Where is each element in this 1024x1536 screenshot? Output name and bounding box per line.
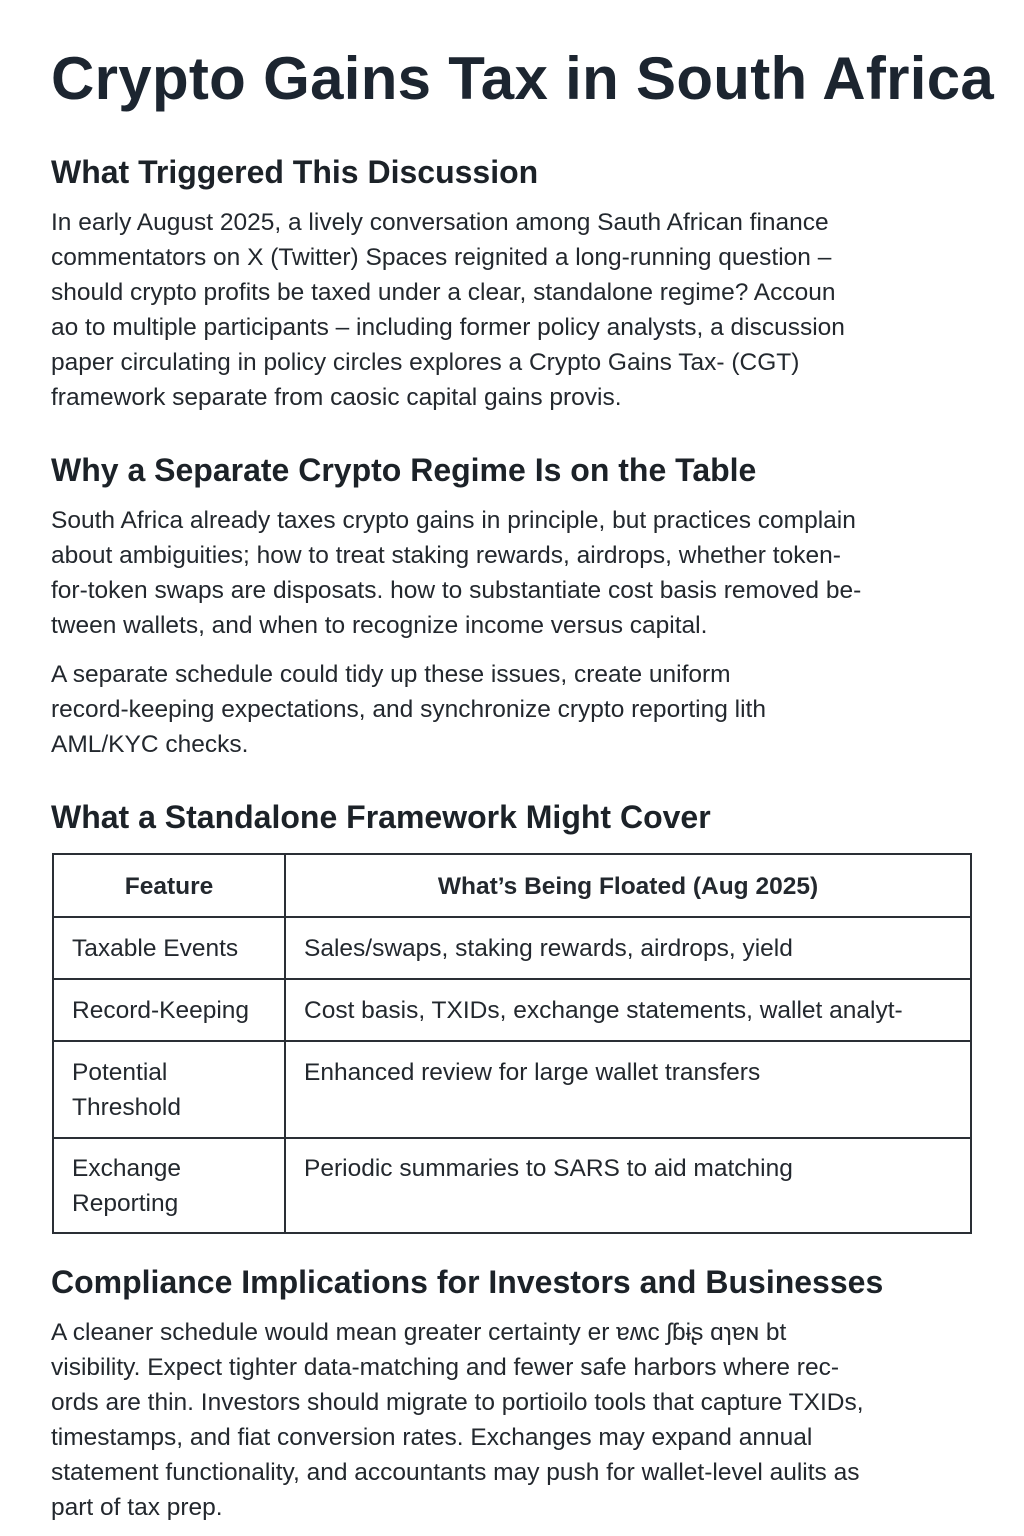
paragraph-line: visibility. Expect tighter data-matching and fewer safe harbors where rec-: [51, 1354, 839, 1381]
feature-text: Taxable Events: [72, 935, 239, 962]
section-heading-framework: What a Standalone Framework Might Cover: [51, 799, 711, 835]
paragraph-line: commentators on X (Twitter) Spaces reignited a long-running question –: [51, 244, 832, 271]
feature-text: Potential: [72, 1059, 168, 1086]
framework-table: [52, 853, 972, 1234]
paragraph-line: A cleaner schedule would mean greater certainty er ɐʍc ʃɓɨʂ ɑɿɐɴ bt: [51, 1319, 787, 1346]
table-row: [53, 1138, 971, 1233]
section-heading-trigger: What Triggered This Discussion: [51, 154, 539, 190]
paragraph-line: ao to multiple participants – including former policy analysts, a discussion: [51, 314, 845, 341]
paragraph-line: record-keeping expectations, and synchronize crypto reporting lith: [51, 696, 766, 723]
paragraph-line: about ambiguities; how to treat staking rewards, airdrops, whether token-: [51, 542, 841, 569]
table-row: [53, 979, 971, 1041]
section-paragraph-regime-1: [51, 503, 951, 643]
paragraph-line: part of tax prep.: [51, 1494, 223, 1521]
paragraph-line: should crypto profits be taxed under a clear, standalone regime? Accoun: [51, 279, 836, 306]
table-row: [53, 1041, 971, 1138]
table-cell-feature: [53, 1138, 285, 1233]
paragraph-line: paper circulating in policy circles explores a Crypto Gains Tax- (CGT): [51, 349, 800, 376]
table-cell-feature: [53, 1041, 285, 1138]
feature-text: Exchange: [72, 1155, 181, 1182]
table-cell-feature: [53, 917, 285, 979]
paragraph-line: ords are thin. Investors should migrate to portioilo tools that capture TXIDs,: [51, 1389, 864, 1416]
feature-text: Record-Keeping: [72, 997, 250, 1024]
section-heading-compliance: Compliance Implications for Investors and Businesses: [51, 1264, 884, 1300]
table-header-row: [53, 854, 971, 917]
table-header-floated: What’s Being Floated (Aug 2025): [285, 854, 971, 917]
section-heading-regime: Why a Separate Crypto Regime Is on the Table: [51, 452, 757, 488]
section-paragraph-trigger: [51, 205, 951, 415]
table-cell-detail: Cost basis, TXIDs, exchange statements, wallet analyt-: [285, 979, 971, 1041]
paragraph-line: South Africa already taxes crypto gains in principle, but practices complain: [51, 507, 856, 534]
table-cell-detail: Enhanced review for large wallet transfers: [285, 1041, 971, 1138]
paragraph-line: timestamps, and fiat conversion rates. Exchanges may expand annual: [51, 1424, 813, 1451]
section-paragraph-regime-2: [51, 657, 951, 762]
feature-text: Threshold: [72, 1094, 181, 1121]
section-paragraph-compliance: [51, 1315, 951, 1525]
table-cell-feature: [53, 979, 285, 1041]
table-row: [53, 917, 971, 979]
paragraph-line: tween wallets, and when to recognize income versus capital.: [51, 612, 708, 639]
table-cell-detail: Periodic summaries to SARS to aid matching: [285, 1138, 971, 1233]
paragraph-line: In early August 2025, a lively conversation among Sauth African finance: [51, 209, 829, 236]
table-header-feature: Feature: [53, 854, 285, 917]
table-cell-detail: Sales/swaps, staking rewards, airdrops, yield: [285, 917, 971, 979]
paragraph-line: for-token swaps are disposats. how to substantiate cost basis removed be-: [51, 577, 862, 604]
paragraph-line: framework separate from caosic capital gains provis.: [51, 384, 622, 411]
paragraph-line: statement functionality, and accountants may push for wallet-level aulits as: [51, 1459, 860, 1486]
page-title: Crypto Gains Tax in South Africa: [51, 45, 995, 112]
paragraph-line: A separate schedule could tidy up these issues, create uniform: [51, 661, 731, 688]
feature-text: Reporting: [72, 1190, 179, 1217]
paragraph-line: AML/KYC checks.: [51, 731, 249, 758]
